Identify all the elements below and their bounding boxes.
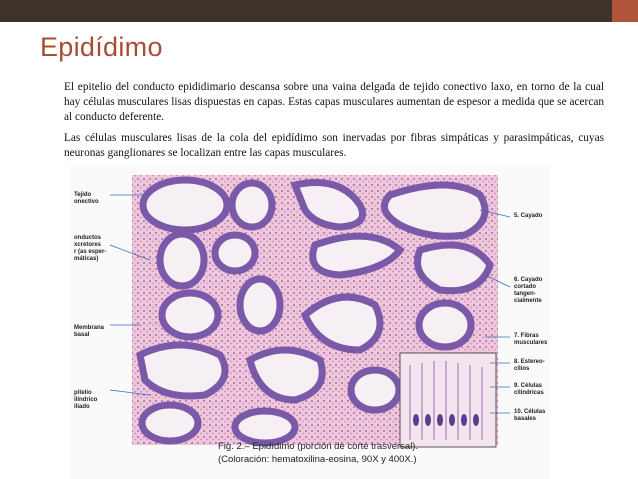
top-bar-accent xyxy=(612,0,638,22)
paragraph-2: Las células musculares lisas de la cola del epidídimo son inervadas por fibras simpáticas y parasimpáticas, cuyas neuronas ganglionares se localizan entre las capas musculares. xyxy=(64,131,604,159)
top-bar xyxy=(0,0,638,22)
histology-illustration xyxy=(70,165,550,479)
histology-figure xyxy=(70,165,550,479)
caption-line-2: (Coloración: hematoxilina-eosina, 90X y 400X.) xyxy=(218,454,417,465)
label-celulas-basales: 10. Células basales xyxy=(514,409,546,422)
figure-caption xyxy=(218,440,418,466)
label-cayado-tangencial: 6. Cayado cortado tangen- cialmente xyxy=(514,277,543,304)
label-conductos-excretores: onductos xcretores r (as esper- máticas) xyxy=(74,235,107,262)
label-cayado: 5. Cayado xyxy=(514,213,543,219)
label-epitelio-cilindrico: pitelio ilíndrico iliado xyxy=(74,390,98,410)
paragraph-1: El epitelio del conducto epididimario descansa sobre una vaina delgada de tejido conectivo laxo, en torno de la cual hay células musculares lisas dispuestas en capas. Estas capas musculares aumentan de espesor a medida que se acercan al conducto deferente. xyxy=(64,81,604,124)
label-tejido-conectivo: Tejido onectivo xyxy=(74,192,99,205)
label-membrana-basal: Membrana basal xyxy=(74,325,105,338)
label-fibras-musculares: 7. Fibras musculares xyxy=(514,333,548,346)
slide-body xyxy=(64,80,604,166)
label-celulas-cilindricas: 9. Células cilíndricas xyxy=(514,383,544,396)
label-estereocilios: 8. Estereo- cilios xyxy=(514,359,545,372)
slide-title: Epidídimo xyxy=(40,32,163,62)
caption-line-1: Fig. 2.– Epidídimo (porción de corte trasversal). xyxy=(218,441,419,452)
